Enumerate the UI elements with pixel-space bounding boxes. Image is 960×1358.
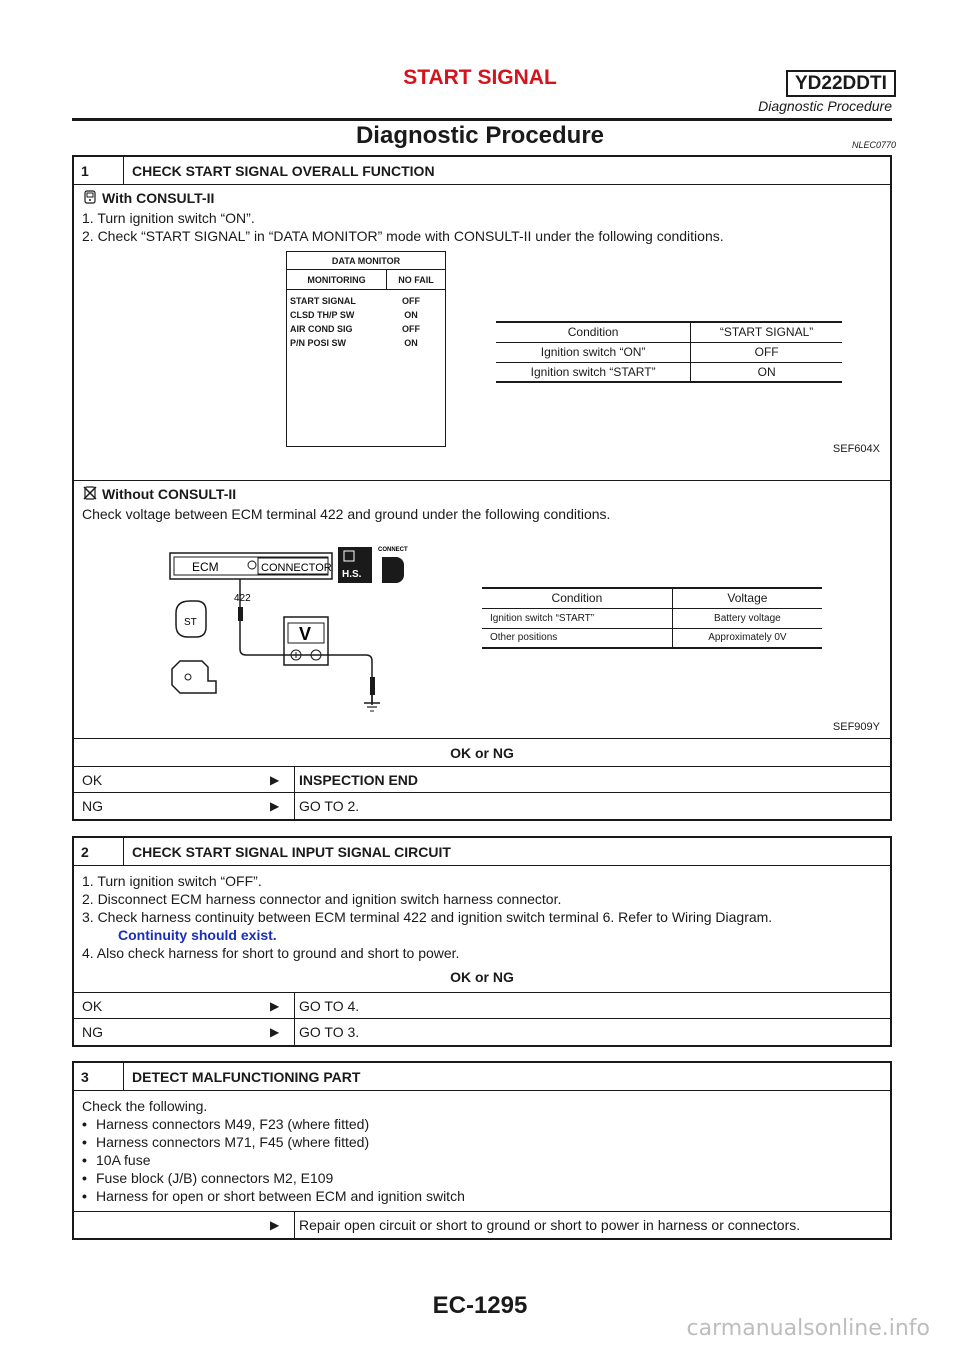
page-title: Diagnostic Procedure bbox=[355, 122, 605, 149]
consult-heading: With CONSULT-II bbox=[102, 190, 215, 206]
result-row-ng: NG ▶ GO TO 2. bbox=[74, 793, 890, 819]
arrow-icon: ▶ bbox=[270, 1218, 280, 1232]
arrow-icon: ▶ bbox=[270, 772, 280, 787]
terminal-label: 422 bbox=[234, 593, 251, 604]
switch-connector bbox=[172, 661, 216, 693]
no-tool-icon bbox=[82, 485, 98, 505]
table-header-row: Condition Voltage bbox=[482, 588, 822, 608]
figure-code: SEF604X bbox=[832, 443, 880, 455]
table-row: Ignition switch “ON” OFF bbox=[496, 342, 842, 362]
arrow-icon: ▶ bbox=[270, 799, 280, 813]
step-3-box bbox=[72, 1061, 892, 1240]
meter-label: V bbox=[299, 624, 312, 644]
consult-tool-icon bbox=[82, 189, 98, 209]
no-consult-heading: Without CONSULT-II bbox=[102, 486, 237, 502]
table-row: Ignition switch “START” Battery voltage bbox=[482, 608, 822, 628]
step-2-header: 2 CHECK START SIGNAL INPUT SIGNAL CIRCUIT bbox=[74, 838, 890, 866]
voltage-check-diagram bbox=[164, 543, 524, 723]
consult-section bbox=[74, 185, 890, 481]
monitor-item: START SIGNAL OFF bbox=[290, 296, 420, 306]
consult-line-2: 2. Check “START SIGNAL” in “DATA MONITOR” mode with CONSULT-II under the following conditions. bbox=[82, 228, 724, 245]
arrow-icon: ▶ bbox=[270, 998, 280, 1013]
step-title: CHECK START SIGNAL OVERALL FUNCTION bbox=[132, 162, 435, 179]
monitor-item: P/N POSI SW ON bbox=[290, 338, 418, 348]
ok-or-ng-label: OK or NG bbox=[74, 739, 890, 767]
connector-icon bbox=[382, 557, 404, 583]
step-2-box bbox=[72, 836, 892, 1047]
result-row-ok: OK ▶ GO TO 4. bbox=[74, 993, 890, 1019]
table-row: Ignition switch “START” ON bbox=[496, 362, 842, 382]
section-title: START SIGNAL bbox=[403, 66, 557, 89]
consult-line-1: 1. Turn ignition switch “ON”. bbox=[82, 210, 255, 227]
continuity-spec: Continuity should exist. bbox=[118, 927, 277, 943]
header-divider bbox=[72, 118, 892, 121]
key-label: ST bbox=[184, 617, 197, 628]
table-header-row: Condition “START SIGNAL” bbox=[496, 322, 842, 342]
list-item: • Harness for open or short between ECM and ignition switch bbox=[82, 1188, 465, 1204]
reference-code: NLEC0770 bbox=[852, 140, 897, 150]
step-1-header bbox=[74, 157, 890, 185]
watermark: carmanualsonline.info bbox=[686, 1316, 930, 1341]
data-monitor-screen bbox=[286, 251, 446, 447]
step-2-body: 1. Turn ignition switch “OFF”. 2. Disconnect ECM harness connector and ignition switch harness connector. 3. Check harness continuity between ECM terminal 422 and ignition switch terminal 6. Refer to Wiring Diagram. Continuity should exist. 4. Also check harness for short to ground and short to power. OK or NG bbox=[74, 866, 890, 993]
engine-code-badge: YD22DDTI bbox=[786, 70, 896, 97]
step-3-header: 3 DETECT MALFUNCTIONING PART bbox=[74, 1063, 890, 1091]
consult-condition-table bbox=[496, 321, 842, 383]
list-item: • Harness connectors M49, F23 (where fitted) bbox=[82, 1116, 370, 1132]
result-row: ▶ Repair open circuit or short to ground or short to power in harness or connectors. bbox=[74, 1212, 890, 1238]
monitor-item: CLSD TH/P SW ON bbox=[290, 310, 418, 320]
monitoring-label: MONITORING bbox=[287, 270, 387, 289]
voltage-table bbox=[482, 587, 822, 649]
hs-label: H.S. bbox=[342, 569, 362, 580]
monitor-item: AIR COND SIG OFF bbox=[290, 324, 420, 334]
step-number: 1 bbox=[74, 157, 124, 184]
ecm-label: ECM bbox=[192, 560, 219, 574]
page-number: EC-1295 bbox=[432, 1292, 528, 1319]
data-monitor-title: DATA MONITOR bbox=[287, 252, 445, 270]
table-row: Other positions Approximately 0V bbox=[482, 628, 822, 648]
list-item: • Harness connectors M71, F45 (where fitted) bbox=[82, 1134, 370, 1150]
no-consult-section bbox=[74, 481, 890, 739]
result-row-ok: OK ▶ INSPECTION END bbox=[74, 767, 890, 793]
step-1-box bbox=[72, 155, 892, 821]
connect-label: CONNECT bbox=[378, 547, 408, 553]
arrow-icon: ▶ bbox=[270, 1025, 280, 1039]
connector-label: CONNECTOR bbox=[261, 562, 332, 574]
list-item: • 10A fuse bbox=[82, 1152, 151, 1168]
no-consult-text: Check voltage between ECM terminal 422 and ground under the following conditions. bbox=[82, 506, 611, 523]
figure-code: SEF909Y bbox=[832, 721, 880, 733]
list-item: • Fuse block (J/B) connectors M2, E109 bbox=[82, 1170, 334, 1186]
no-fail-label: NO FAIL bbox=[398, 274, 434, 285]
ok-or-ng-label: OK or NG bbox=[450, 969, 514, 985]
header-subtitle: Diagnostic Procedure bbox=[758, 98, 892, 114]
result-row-ng: NG ▶ GO TO 3. bbox=[74, 1019, 890, 1045]
step-3-body: Check the following. • Harness connectors M49, F23 (where fitted) • Harness connectors M71, F45 (where fitted) • 10A fuse • Fuse block (J/B) connectors M2, E109 • Harness for open or short between ECM and ignition switch bbox=[74, 1091, 890, 1212]
